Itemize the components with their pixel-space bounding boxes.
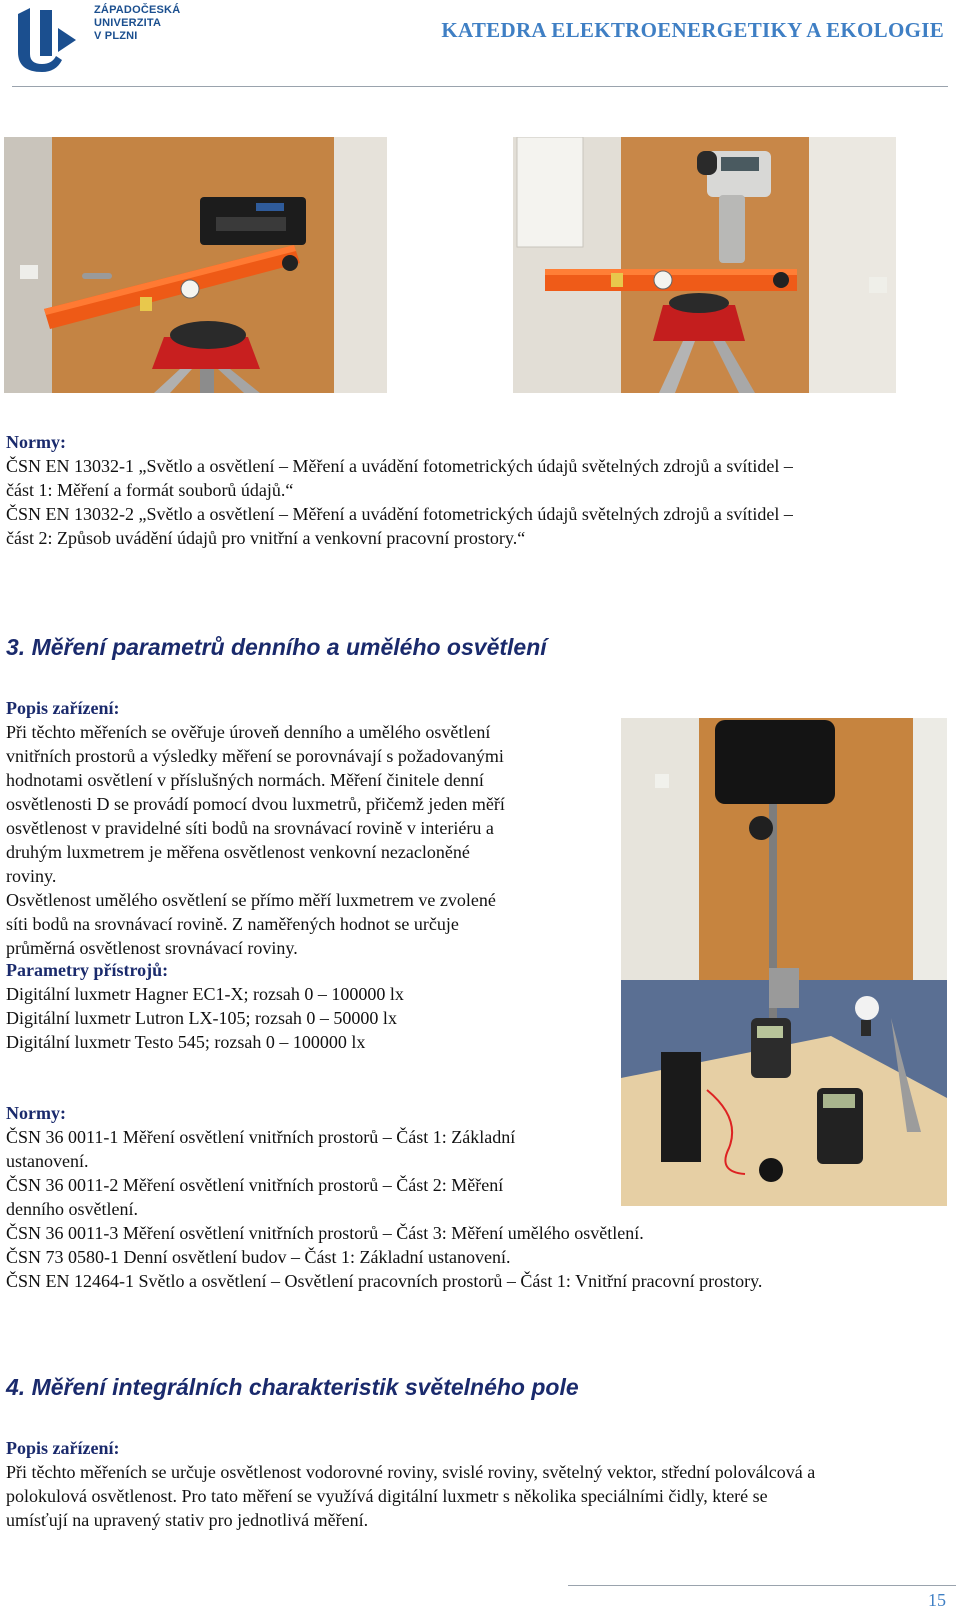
- popis-label-3: Popis zařízení:: [6, 698, 120, 718]
- normy-3-line-1: ČSN 36 0011-1 Měření osvětlení vnitřních prostorů – Část 1: Základní: [6, 1127, 516, 1147]
- section-3-parameters: [6, 958, 604, 1054]
- section-4-heading: 4. Měření integrálních charakteristik světelného pole: [6, 1374, 579, 1400]
- section-3-description: [6, 696, 604, 960]
- popis-3-line-1: Při těchto měřeních se ověřuje úroveň denního a umělého osvětlení: [6, 722, 491, 742]
- normy-3-line-3: ČSN 36 0011-2 Měření osvětlení vnitřních prostorů – Část 2: Měření: [6, 1175, 504, 1195]
- popis-3-line-10: průměrná osvětlenost srovnávací roviny.: [6, 938, 298, 958]
- popis-3-line-2: vnitřních prostorů a výsledky měření se porovnávají s požadovanými: [6, 746, 504, 766]
- section-4-description: [6, 1436, 956, 1532]
- popis-3-line-4: osvětlenosti D se provádí pomocí dvou luxmetrů, přičemž jeden měří: [6, 794, 505, 814]
- normy-3-line-6: ČSN 73 0580-1 Denní osvětlení budov – Část 1: Základní ustanovení.: [6, 1247, 511, 1267]
- parametry-line-3: Digitální luxmetr Testo 545; rozsah 0 – 100000 lx: [6, 1032, 366, 1052]
- popis-4-line-1: Při těchto měřeních se určuje osvětlenost vodorovné roviny, svislé roviny, světelný vektor, střední poloválcová a: [6, 1462, 816, 1482]
- normy-1-line-2: část 1: Měření a formát souborů údajů.“: [6, 480, 294, 500]
- normy-3-line-2: ustanovení.: [6, 1151, 89, 1171]
- popis-3-line-6: druhým luxmetrem je měřena osvětlenost venkovní nezacloněné: [6, 842, 470, 862]
- popis-label-4: Popis zařízení:: [6, 1438, 120, 1458]
- popis-4-line-2: polokulová osvětlenost. Pro tato měření se využívá digitální luxmetr s několika speciálními čidly, které se: [6, 1486, 768, 1506]
- normy-3-line-5: ČSN 36 0011-3 Měření osvětlení vnitřních prostorů – Část 3: Měření umělého osvětlení.: [6, 1223, 644, 1243]
- popis-3-line-3: hodnotami osvětlení v příslušných normách. Měření činitele denní: [6, 770, 484, 790]
- footer-divider: [568, 1585, 956, 1586]
- normy-label-3: Normy:: [6, 1103, 66, 1123]
- logo-line-1: ZÁPADOČESKÁ: [94, 4, 181, 16]
- section-3-heading: 3. Měření parametrů denního a umělého osvětlení: [6, 634, 547, 660]
- parametry-line-1: Digitální luxmetr Hagner EC1-X; rozsah 0 – 100000 lx: [6, 984, 404, 1004]
- luxmeter-tripod-photo-1: [4, 137, 387, 393]
- normy-3-line-4: denního osvětlení.: [6, 1199, 138, 1219]
- popis-3-line-8: Osvětlenost umělého osvětlení se přímo měří luxmetrem ve zvolené: [6, 890, 496, 910]
- logo-line-3: V PLZNI: [94, 30, 138, 42]
- page-header: [0, 0, 960, 92]
- university-logo-icon: [16, 6, 78, 74]
- popis-3-line-9: síti bodů na srovnávací rovině. Z naměřených hodnot se určuje: [6, 914, 459, 934]
- header-divider: [12, 86, 948, 87]
- normy-label-1: Normy:: [6, 432, 66, 452]
- logo-line-2: UNIVERZITA: [94, 17, 162, 29]
- popis-3-line-5: osvětlenost v pravidelné síti bodů na srovnávací rovině v interiéru a: [6, 818, 494, 838]
- normy-1-line-3: ČSN EN 13032-2 „Světlo a osvětlení – Měření a uvádění fotometrických údajů světelných zdrojů a svítidel –: [6, 504, 793, 524]
- section-3-standards: [6, 1101, 946, 1293]
- popis-4-line-3: umísťují na upravený stativ pro jednotlivá měření.: [6, 1510, 369, 1530]
- normy-3-line-7: ČSN EN 12464-1 Světlo a osvětlení – Osvětlení pracovních prostorů – Část 1: Vnitřní pracovní prostory.: [6, 1271, 763, 1291]
- normy-1-line-1: ČSN EN 13032-1 „Světlo a osvětlení – Měření a uvádění fotometrických údajů světelných zdrojů a svítidel –: [6, 456, 793, 476]
- popis-3-line-7: roviny.: [6, 866, 57, 886]
- luxmeter-tripod-photo-2: [513, 137, 896, 393]
- parametry-line-2: Digitální luxmetr Lutron LX-105; rozsah 0 – 50000 lx: [6, 1008, 397, 1028]
- parametry-label: Parametry přístrojů:: [6, 960, 169, 980]
- university-name: [94, 4, 180, 43]
- normy-block-1: [6, 430, 946, 550]
- page-number: 15: [928, 1590, 946, 1610]
- department-title: KATEDRA ELEKTROENERGETIKY A EKOLOGIE: [441, 18, 944, 42]
- normy-1-line-4: část 2: Způsob uvádění údajů pro vnitřní a venkovní pracovní prostory.“: [6, 528, 526, 548]
